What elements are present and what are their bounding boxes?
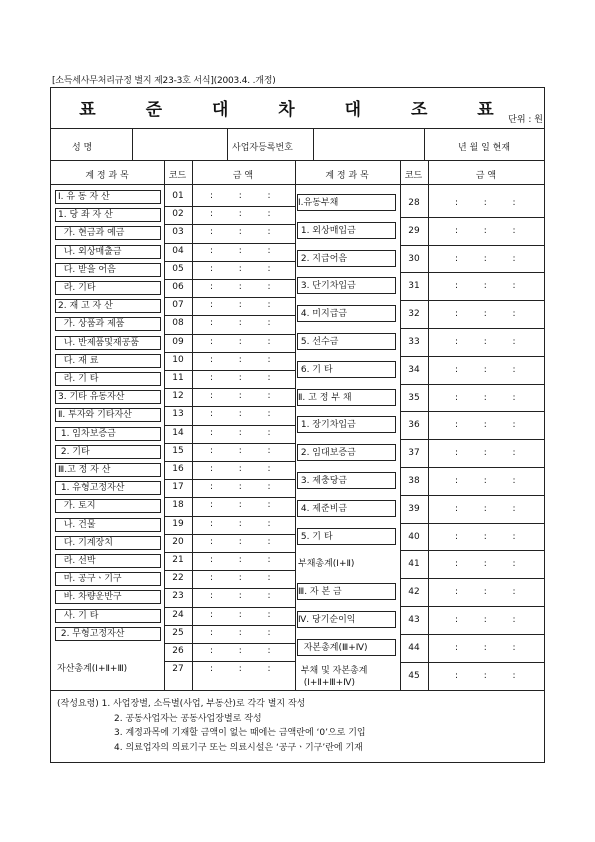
asset-account-label: 마. 공구ㆍ기구	[55, 572, 161, 586]
liability-account-label: 3. 단기차입금	[298, 281, 356, 292]
row-separator	[164, 352, 295, 353]
liability-account-label: 2. 지급어음	[298, 253, 348, 264]
asset-account-label: 다. 기계장치	[55, 536, 161, 550]
asset-code: 06	[172, 282, 184, 292]
instruction-line: 4. 의료업자의 의료기구 또는 의료시설은 ‘공구ㆍ기구’란에 기재	[114, 742, 363, 753]
asset-code: 05	[172, 263, 184, 274]
asset-account-label: Ⅲ.고 정 자 산	[55, 463, 161, 477]
asset-amount-field[interactable]: : : :	[210, 373, 271, 383]
name-label: 성 명	[72, 143, 93, 153]
asset-account-label: Ⅱ. 투자와 기타자산	[55, 408, 161, 422]
liability-account-label: 2. 임대보증금	[298, 448, 356, 459]
asset-amount-field[interactable]: : : :	[210, 482, 271, 493]
asset-account-label: Ⅰ. 유 동 자 산	[55, 190, 161, 204]
liability-amount-field[interactable]: : : :	[455, 503, 516, 514]
info-top-line	[50, 128, 545, 129]
date-label: 년 월 일 현재	[458, 143, 511, 153]
asset-code: 27	[172, 664, 184, 675]
asset-account-label: 나. 반제품및재공품	[55, 336, 161, 350]
liability-account-label: Ⅲ. 자 본 금	[298, 587, 342, 598]
asset-code: 02	[172, 209, 184, 220]
liability-account-label: Ⅰ.유동부채	[298, 198, 339, 208]
row-separator	[400, 384, 545, 385]
asset-account-label: 라. 기타	[55, 281, 161, 295]
asset-code: 26	[172, 646, 184, 656]
liability-code: 39	[408, 503, 420, 514]
asset-account-label: 사. 기 타	[55, 609, 161, 623]
liability-amount-field[interactable]: : : :	[455, 281, 516, 292]
liability-account-label: 4. 제준비금	[298, 503, 348, 514]
info-divider-1	[132, 128, 133, 160]
liability-code: 41	[408, 559, 420, 570]
row-separator	[164, 315, 295, 316]
asset-account-label: 다. 재 료	[55, 354, 161, 368]
row-separator	[400, 411, 545, 412]
left-code-header: 코드	[168, 171, 187, 181]
liability-amount-field[interactable]: : : :	[455, 615, 516, 625]
liability-code: 33	[408, 337, 420, 347]
asset-account-label: 2. 무형고정자산	[55, 627, 161, 641]
asset-account-label: 라. 선박	[55, 554, 161, 568]
row-separator	[400, 495, 545, 496]
asset-code: 25	[172, 627, 184, 638]
row-separator	[400, 328, 545, 329]
form-title: 표 준 대 차 대 조 표	[79, 100, 516, 120]
liability-code: 42	[408, 587, 420, 598]
asset-amount-field[interactable]: : : :	[210, 263, 271, 274]
asset-amount-field[interactable]: : : :	[210, 646, 271, 656]
liability-amount-field[interactable]: : : :	[455, 364, 516, 375]
asset-code: 04	[172, 245, 184, 256]
asset-amount-field[interactable]: : : :	[210, 227, 271, 238]
asset-amount-field[interactable]: : : :	[210, 245, 271, 256]
instruction-line: 3. 계정과목에 기재할 금액이 없는 때에는 금액란에 ‘0’으로 기입	[114, 728, 366, 738]
right-amount-divider	[428, 160, 429, 690]
liability-code: 28	[408, 198, 420, 208]
asset-code: 03	[172, 227, 184, 238]
asset-account-label: 가. 상품과 제품	[55, 317, 161, 331]
liability-code: 40	[408, 531, 420, 542]
right-account-header: 계 정 과 목	[325, 171, 369, 181]
row-separator	[164, 588, 295, 589]
liability-code: 43	[408, 615, 420, 625]
asset-amount-field[interactable]: : : :	[210, 318, 271, 329]
asset-amount-field[interactable]: : : :	[210, 500, 271, 511]
row-separator	[164, 406, 295, 407]
asset-code: 13	[172, 409, 184, 420]
liability-amount-field[interactable]: : : :	[455, 309, 516, 320]
row-separator	[400, 634, 545, 635]
liability-amount-field[interactable]: : : :	[455, 225, 516, 236]
liability-account-label: 6. 기 타	[298, 364, 333, 375]
liability-amount-field[interactable]: : : :	[455, 670, 516, 681]
row-separator	[164, 497, 295, 498]
liability-account-label: 부채 및 자본총계 (Ⅰ+Ⅱ+Ⅲ+Ⅳ)	[300, 665, 368, 688]
asset-account-label: 다. 받을 어음	[55, 263, 161, 277]
asset-amount-field[interactable]: : : :	[210, 518, 271, 529]
asset-account-label: 3. 기타 유동자산	[55, 390, 161, 404]
liability-account-label: 자본총계(Ⅲ+Ⅳ)	[298, 642, 368, 653]
asset-code: 15	[172, 445, 184, 456]
asset-account-label	[55, 645, 161, 659]
row-separator	[400, 300, 545, 301]
row-separator	[164, 607, 295, 608]
asset-account-label: 가. 토지	[55, 499, 161, 513]
row-separator	[164, 516, 295, 517]
asset-account-label: 나. 건물	[55, 518, 161, 532]
liability-code: 38	[408, 476, 420, 486]
row-separator	[164, 643, 295, 644]
liability-amount-field[interactable]: : : :	[455, 253, 516, 264]
asset-amount-field[interactable]: : : :	[210, 191, 271, 201]
asset-account-label: 자산총계(Ⅰ+Ⅱ+Ⅲ)	[57, 664, 128, 675]
unit-label: 단위 : 원	[508, 115, 543, 125]
liability-code: 34	[408, 364, 420, 375]
row-separator	[164, 552, 295, 553]
asset-account-label: 1. 유형고정자산	[55, 481, 161, 495]
row-separator	[400, 467, 545, 468]
asset-code: 16	[172, 464, 184, 474]
asset-amount-field[interactable]: : : :	[210, 409, 271, 420]
info-divider-4	[424, 128, 425, 160]
liability-amount-field[interactable]: : : :	[455, 420, 516, 431]
asset-account-label: 2. 재 고 자 산	[55, 299, 161, 313]
liability-account-label: 5. 선수금	[298, 337, 339, 347]
row-separator	[400, 439, 545, 440]
asset-code: 19	[172, 518, 184, 529]
asset-code: 21	[172, 555, 184, 565]
asset-amount-field[interactable]: : : :	[210, 573, 271, 584]
asset-code: 11	[172, 373, 184, 383]
liability-account-label: 부채총계(Ⅰ+Ⅱ)	[298, 559, 355, 570]
asset-amount-field[interactable]: : : :	[210, 391, 271, 402]
row-separator	[400, 217, 545, 218]
liability-code: 36	[408, 420, 420, 431]
liability-amount-field[interactable]: : : :	[455, 448, 516, 459]
liability-amount-field[interactable]: : : :	[455, 337, 516, 347]
liability-code: 30	[408, 253, 420, 264]
row-separator	[400, 578, 545, 579]
asset-amount-field[interactable]: : : :	[210, 209, 271, 220]
row-separator	[400, 523, 545, 524]
biz-no-label: 사업자등록번호	[232, 143, 293, 153]
liability-amount-field[interactable]: : : :	[455, 559, 516, 570]
center-divider	[295, 160, 296, 690]
row-separator	[400, 272, 545, 273]
row-separator	[164, 570, 295, 571]
asset-amount-field[interactable]: : : :	[210, 300, 271, 311]
asset-account-label: 나. 외상매출금	[55, 245, 161, 259]
row-separator	[164, 661, 295, 662]
row-separator	[400, 356, 545, 357]
row-separator	[164, 479, 295, 480]
info-divider-2	[227, 128, 228, 160]
form-note: [소득세사무처리규정 별지 제23-3호 서식](2003.4. .개정)	[52, 76, 276, 86]
row-separator	[164, 625, 295, 626]
liability-account-label: Ⅳ. 당기순이익	[298, 615, 356, 625]
instruction-line: 2. 공동사업자는 공동사업장별로 작성	[114, 713, 262, 724]
asset-amount-field[interactable]: : : :	[210, 282, 271, 292]
asset-account-label: 1. 임차보증금	[55, 427, 161, 441]
instruction-line: (작성요령) 1. 사업장별, 소득별(사업, 부동산)로 각각 별지 작성	[57, 699, 306, 709]
liability-account-label: 4. 미지급금	[298, 309, 348, 320]
row-separator	[164, 443, 295, 444]
row-separator	[400, 550, 545, 551]
left-amount-header: 금 액	[232, 171, 254, 181]
info-bottom-line	[50, 160, 545, 161]
row-separator	[164, 461, 295, 462]
asset-amount-field[interactable]: : : :	[210, 627, 271, 638]
asset-amount-field[interactable]: : : :	[210, 664, 271, 675]
liability-amount-field[interactable]: : : :	[455, 531, 516, 542]
row-separator	[164, 297, 295, 298]
table-bottom-line	[50, 690, 545, 691]
asset-account-label: 2. 기타	[55, 445, 161, 459]
row-separator	[164, 261, 295, 262]
asset-code: 07	[172, 300, 184, 311]
liability-code: 44	[408, 642, 420, 653]
liability-code: 45	[408, 670, 420, 681]
asset-account-label: 1. 당 좌 자 산	[55, 208, 161, 222]
asset-code: 23	[172, 591, 184, 602]
asset-code: 10	[172, 354, 184, 365]
header-bottom-line	[50, 184, 545, 185]
right-amount-header: 금 액	[475, 171, 497, 181]
asset-account-label: 가. 현금과 예금	[55, 226, 161, 240]
row-separator	[164, 370, 295, 371]
asset-code: 18	[172, 500, 184, 511]
asset-code: 14	[172, 427, 184, 438]
liability-account-label: 5. 기 타	[298, 531, 333, 542]
liability-code: 29	[408, 225, 420, 236]
liability-account-label: 1. 외상매입금	[298, 225, 356, 236]
info-divider-3	[313, 128, 314, 160]
asset-amount-field[interactable]: : : :	[210, 536, 271, 547]
asset-amount-field[interactable]: : : :	[210, 336, 271, 347]
liability-amount-field[interactable]: : : :	[455, 587, 516, 598]
liability-code: 35	[408, 392, 420, 403]
row-separator	[164, 224, 295, 225]
instructions	[57, 697, 366, 755]
asset-code: 22	[172, 573, 184, 584]
row-separator	[164, 206, 295, 207]
liability-account-label: Ⅱ. 고 정 부 채	[298, 392, 352, 403]
asset-amount-field[interactable]: : : :	[210, 445, 271, 456]
asset-amount-field[interactable]: : : :	[210, 591, 271, 602]
liability-amount-field[interactable]: : : :	[455, 392, 516, 403]
row-separator	[164, 425, 295, 426]
right-code-header: 코드	[404, 171, 423, 181]
liability-code: 31	[408, 281, 420, 292]
liability-code: 37	[408, 448, 420, 459]
liability-amount-field[interactable]: : : :	[455, 198, 516, 208]
row-separator	[400, 606, 545, 607]
asset-code: 09	[172, 336, 184, 347]
asset-code: 08	[172, 318, 184, 329]
asset-code: 01	[172, 191, 184, 201]
liability-amount-field[interactable]: : : :	[455, 642, 516, 653]
asset-code: 24	[172, 609, 184, 620]
row-separator	[164, 243, 295, 244]
asset-code: 17	[172, 482, 184, 493]
row-separator	[164, 388, 295, 389]
asset-amount-field[interactable]: : : :	[210, 427, 271, 438]
liability-account-label: 1. 장기차입금	[298, 420, 356, 431]
row-separator	[400, 662, 545, 663]
row-separator	[400, 245, 545, 246]
liability-code: 32	[408, 309, 420, 320]
asset-amount-field[interactable]: : : :	[210, 555, 271, 565]
row-separator	[164, 279, 295, 280]
asset-amount-field[interactable]: : : :	[210, 354, 271, 365]
liability-amount-field[interactable]: : : :	[455, 476, 516, 486]
left-account-header: 계 정 과 목	[85, 171, 129, 181]
asset-account-label: 바. 차량운반구	[55, 590, 161, 604]
asset-code: 12	[172, 391, 184, 402]
asset-amount-field[interactable]: : : :	[210, 609, 271, 620]
asset-account-label: 라. 기 타	[55, 372, 161, 386]
row-separator	[164, 534, 295, 535]
asset-code: 20	[172, 536, 184, 547]
row-separator	[164, 334, 295, 335]
asset-amount-field[interactable]: : : :	[210, 464, 271, 474]
liability-account-label: 3. 제충당금	[298, 476, 348, 486]
